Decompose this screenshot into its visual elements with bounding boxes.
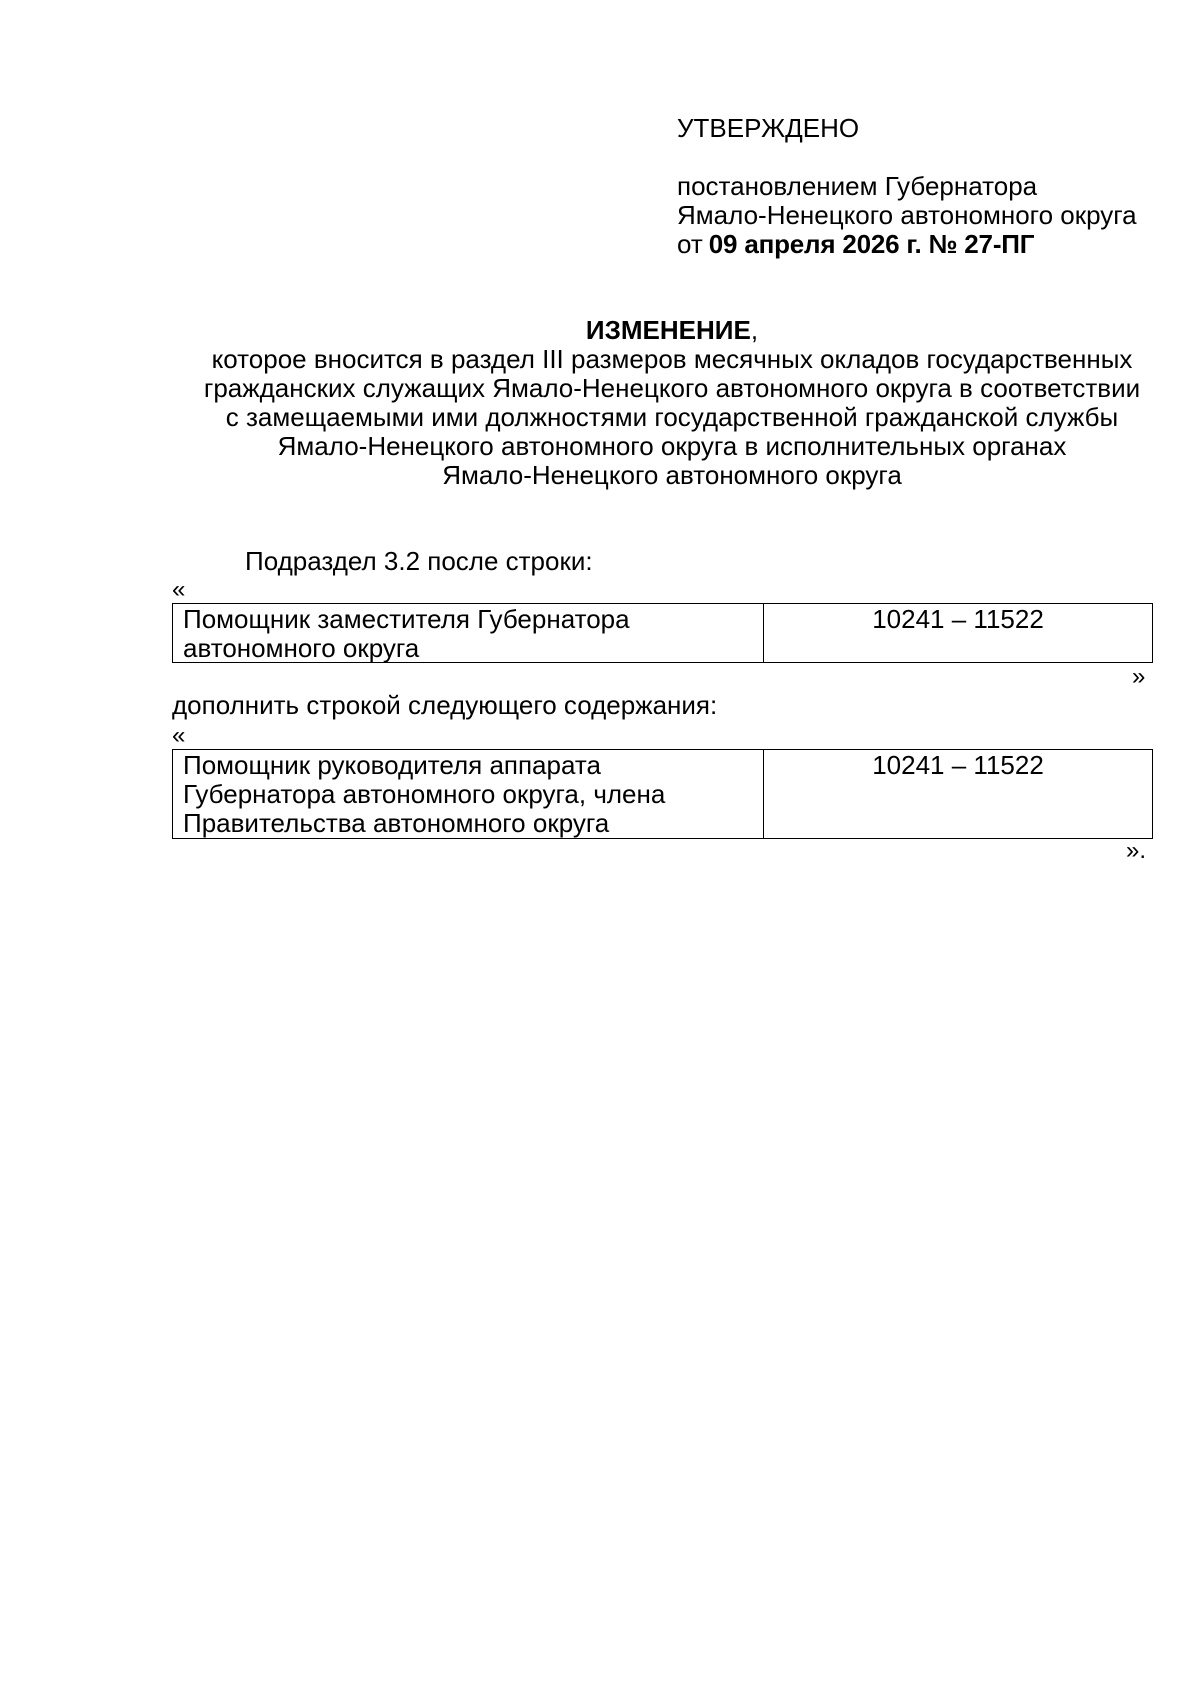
table-row-name-cell: [173, 750, 764, 838]
title-comma: ,: [750, 315, 759, 345]
new-position-table: [172, 749, 1153, 839]
open-quote-1: «: [172, 576, 186, 603]
title-subline-3: с замещаемыми ими должностями государственной гражданской службы: [225, 402, 1119, 432]
title-heading: [172, 316, 1172, 345]
position-name-line: Помощник руководителя аппарата: [183, 750, 601, 780]
approval-line-1: постановлением Губернатора: [677, 171, 1038, 201]
title-subline-2: гражданских служащих Ямало-Ненецкого автономного округа в соответствии: [203, 373, 1141, 403]
position-name-line: автономного округа: [183, 633, 420, 663]
position-name-line: Правительства автономного округа: [183, 808, 610, 838]
title-subline-4: Ямало-Ненецкого автономного округа в исполнительных органах: [277, 431, 1067, 461]
existing-position-table: [172, 603, 1153, 663]
approval-date-line: [677, 230, 1177, 259]
position-name-line: Помощник заместителя Губернатора: [183, 604, 630, 634]
title-subline-1: которое вносится в раздел III размеров месячных окладов государственных: [211, 344, 1133, 374]
supplement-paragraph: дополнить строкой следующего содержания:: [172, 690, 718, 720]
salary-range-cell: 10241 – 11522: [872, 750, 1044, 780]
close-quote-1: »: [1132, 663, 1146, 690]
position-name-line: Губернатора автономного округа, члена: [183, 779, 666, 809]
approval-line-2: Ямало-Ненецкого автономного округа: [677, 200, 1137, 230]
approval-date-prefix: от: [677, 229, 703, 259]
approval-heading: УТВЕРЖДЕНО: [677, 113, 860, 143]
title-subline-5: Ямало-Ненецкого автономного округа: [442, 460, 902, 490]
intro-paragraph: Подраздел 3.2 после строки:: [245, 546, 593, 576]
document-title: [172, 316, 1172, 490]
open-quote-2: «: [172, 722, 186, 749]
decree-number: 09 апреля 2026 г. № 27-ПГ: [708, 229, 1035, 259]
title-word: ИЗМЕНЕНИЕ: [585, 315, 751, 345]
salary-range-cell: 10241 – 11522: [872, 604, 1044, 634]
table-row-name-cell: [173, 604, 764, 662]
approval-block: [677, 114, 1177, 259]
approval-spacer: [677, 143, 1177, 172]
close-quote-2: ».: [1126, 837, 1147, 864]
